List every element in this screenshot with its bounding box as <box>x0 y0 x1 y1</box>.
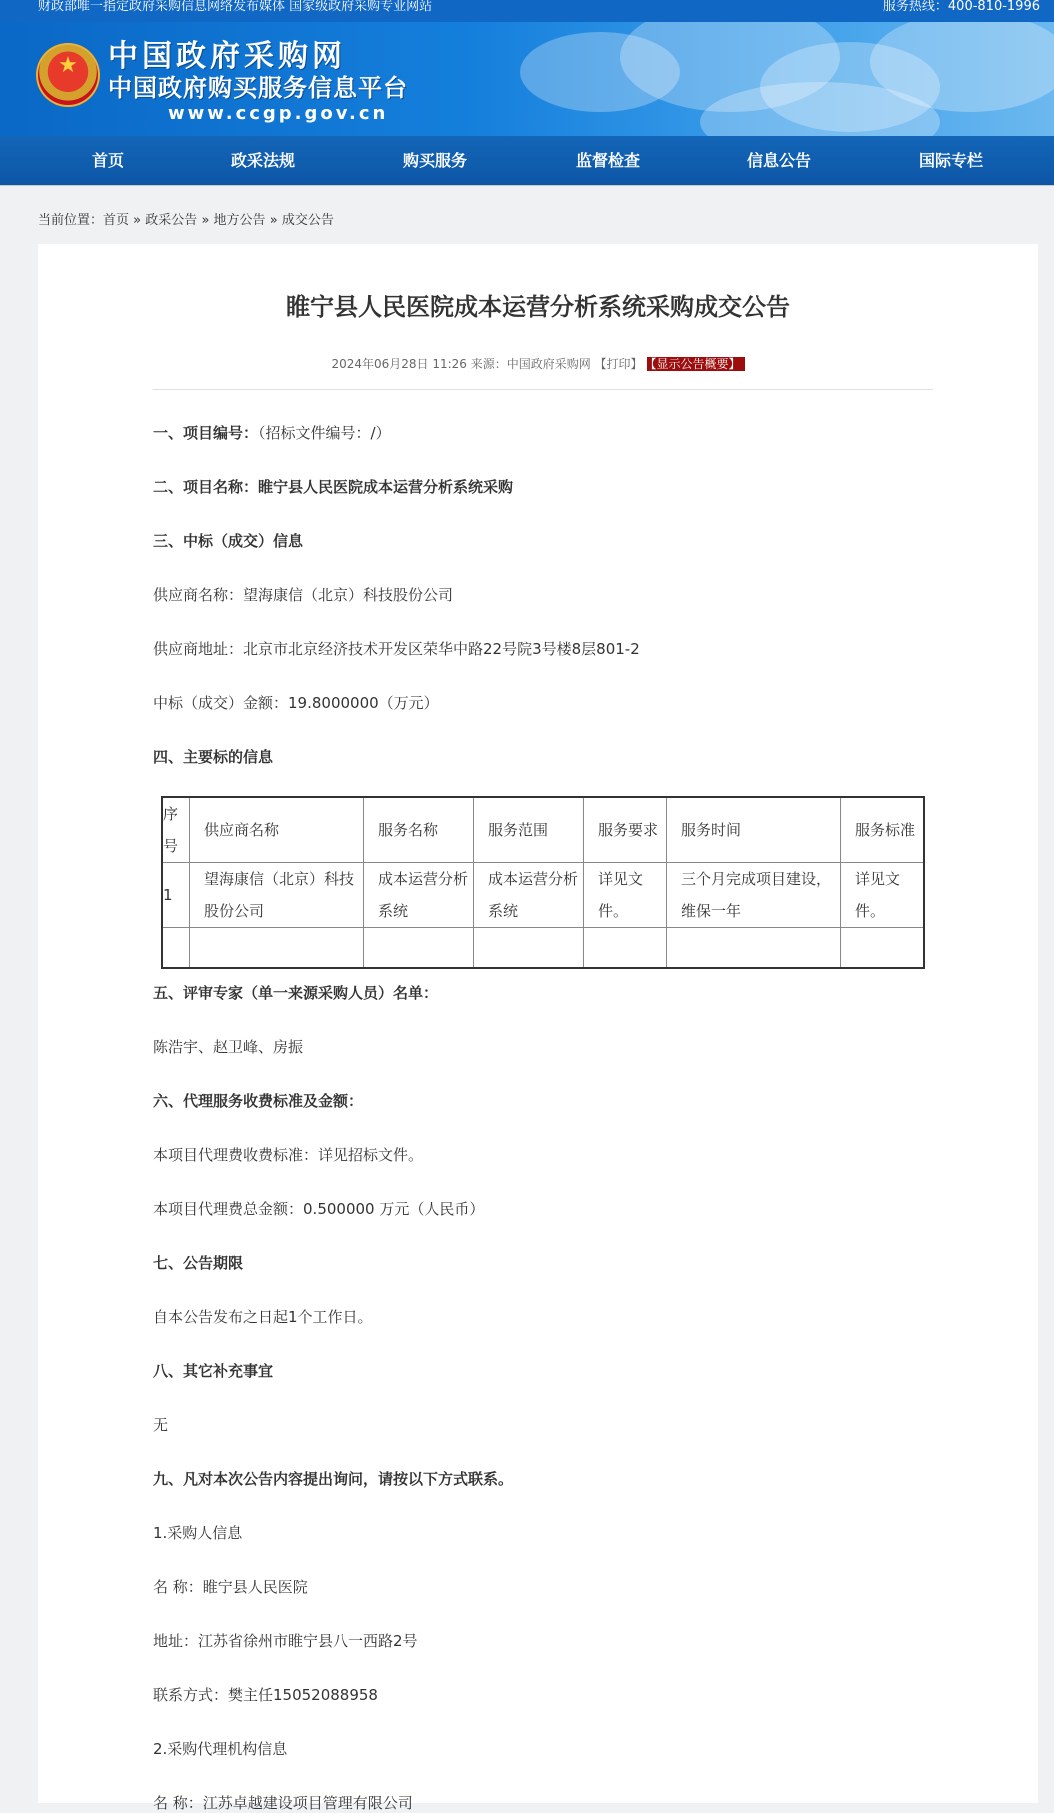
table-header-cell: 序号 <box>162 797 190 863</box>
agent-header: 2.采购代理机构信息 <box>153 1740 288 1758</box>
table-cell <box>474 928 584 968</box>
table-cell <box>667 928 841 968</box>
breadcrumb <box>38 212 334 230</box>
section-heading: 八、其它补充事宜 <box>153 1362 274 1380</box>
table-cell: 望海康信（北京）科技股份公司 <box>190 863 364 928</box>
table-cell: 三个月完成项目建设，维保一年 <box>667 863 841 928</box>
article-meta-text: 2024年06月28日 11:26 来源：中国政府采购网 【打印】 <box>331 357 643 371</box>
nav-item-international[interactable]: 国际专栏 <box>918 151 983 170</box>
table-cell <box>190 928 364 968</box>
table-header-cell: 服务范围 <box>474 797 584 863</box>
breadcrumb-procurement[interactable]: 政采公告 <box>145 213 198 228</box>
buyer-address: 地址：江苏省徐州市睢宁县八一西路2号 <box>153 1632 418 1650</box>
table-header-cell: 服务要求 <box>584 797 667 863</box>
section-heading: 三、中标（成交）信息 <box>153 532 304 550</box>
table-cell: 详见文件。 <box>841 863 925 928</box>
top-info-bar <box>0 0 1054 22</box>
subject-info-table <box>161 796 925 969</box>
table-cell <box>584 928 667 968</box>
nav-item-announcements[interactable]: 信息公告 <box>746 151 811 170</box>
supplier-name: 供应商名称：望海康信（北京）科技股份公司 <box>153 586 454 604</box>
article-panel <box>38 244 1038 1812</box>
project-number-value: （招标文件编号：/） <box>258 424 391 442</box>
breadcrumb-sep: » <box>133 213 142 228</box>
breadcrumb-sep: » <box>269 213 278 228</box>
buyer-name: 名 称：睢宁县人民医院 <box>153 1578 308 1596</box>
table-cell <box>162 928 190 968</box>
table-cell: 成本运营分析系统 <box>474 863 584 928</box>
project-name-value: 睢宁县人民医院成本运营分析系统采购 <box>258 478 514 496</box>
logo-title[interactable]: 中国政府采购网 <box>108 39 346 74</box>
project-number <box>153 423 391 443</box>
section-heading: 七、公告期限 <box>153 1254 244 1272</box>
table-header-cell: 服务标准 <box>841 797 925 863</box>
table-cell: 成本运营分析系统 <box>364 863 474 928</box>
table-row <box>162 928 924 968</box>
project-number-label: 一、项目编号： <box>153 424 259 442</box>
national-emblem-icon <box>36 43 100 107</box>
nav-item-supervision[interactable]: 监督检查 <box>575 151 640 170</box>
notice-period: 自本公告发布之日起1个工作日。 <box>153 1308 373 1326</box>
other-matters: 无 <box>153 1416 169 1434</box>
table-header-cell: 服务名称 <box>364 797 474 863</box>
table-row <box>162 863 924 928</box>
breadcrumb-sep: » <box>201 213 210 228</box>
agent-name: 名 称：江苏卓越建设项目管理有限公司 <box>153 1794 413 1812</box>
nav-item-purchase-services[interactable]: 购买服务 <box>402 151 467 170</box>
award-amount: 中标（成交）金额：19.8000000（万元） <box>153 694 439 712</box>
table-cell <box>364 928 474 968</box>
nav-item-home[interactable]: 首页 <box>91 151 124 170</box>
buyer-header: 1.采购人信息 <box>153 1524 243 1542</box>
main-nav <box>0 136 1054 186</box>
breadcrumb-deal[interactable]: 成交公告 <box>281 213 334 228</box>
logo-subtitle: 中国政府购买服务信息平台 <box>108 74 408 102</box>
page-title: 睢宁县人民医院成本运营分析系统采购成交公告 <box>286 293 790 321</box>
buyer-contact: 联系方式：樊主任15052088958 <box>153 1686 378 1704</box>
site-slogan: 财政部唯一指定政府采购信息网络发布媒体 国家级政府采购专业网站 <box>38 0 433 14</box>
table-cell <box>841 928 925 968</box>
section-heading: 九、凡对本次公告内容提出询问，请按以下方式联系。 <box>153 1470 514 1488</box>
divider <box>153 389 933 390</box>
section-heading: 六、代理服务收费标准及金额： <box>153 1092 364 1110</box>
supplier-address: 供应商地址：北京市北京经济技术开发区荣华中路22号院3号楼8层801-2 <box>153 640 640 658</box>
project-name <box>153 477 513 497</box>
site-banner <box>0 22 1054 136</box>
article-meta <box>38 356 1038 372</box>
table-cell: 1 <box>162 863 190 928</box>
table-header-cell: 服务时间 <box>667 797 841 863</box>
logo-url: www.ccgp.gov.cn <box>168 103 389 124</box>
expert-list: 陈浩宇、赵卫峰、房振 <box>153 1038 304 1056</box>
fee-total: 本项目代理费总金额：0.500000 万元（人民币） <box>153 1200 485 1218</box>
section-heading: 五、评审专家（单一来源采购人员）名单： <box>153 984 439 1002</box>
section-heading: 四、主要标的信息 <box>153 748 274 766</box>
show-summary-button[interactable]: 【显示公告概要】 <box>647 357 745 371</box>
breadcrumb-prefix: 当前位置： <box>38 213 104 228</box>
project-name-label: 二、项目名称： <box>153 478 259 496</box>
table-cell: 详见文件。 <box>584 863 667 928</box>
nav-item-regulations[interactable]: 政采法规 <box>230 151 295 170</box>
breadcrumb-home[interactable]: 首页 <box>103 213 130 228</box>
table-header-row <box>162 797 924 863</box>
table-header-cell: 供应商名称 <box>190 797 364 863</box>
service-hotline: 服务热线：400-810-1996 <box>882 0 1040 14</box>
breadcrumb-local[interactable]: 地方公告 <box>213 213 266 228</box>
fee-standard: 本项目代理费收费标准：详见招标文件。 <box>153 1146 424 1164</box>
